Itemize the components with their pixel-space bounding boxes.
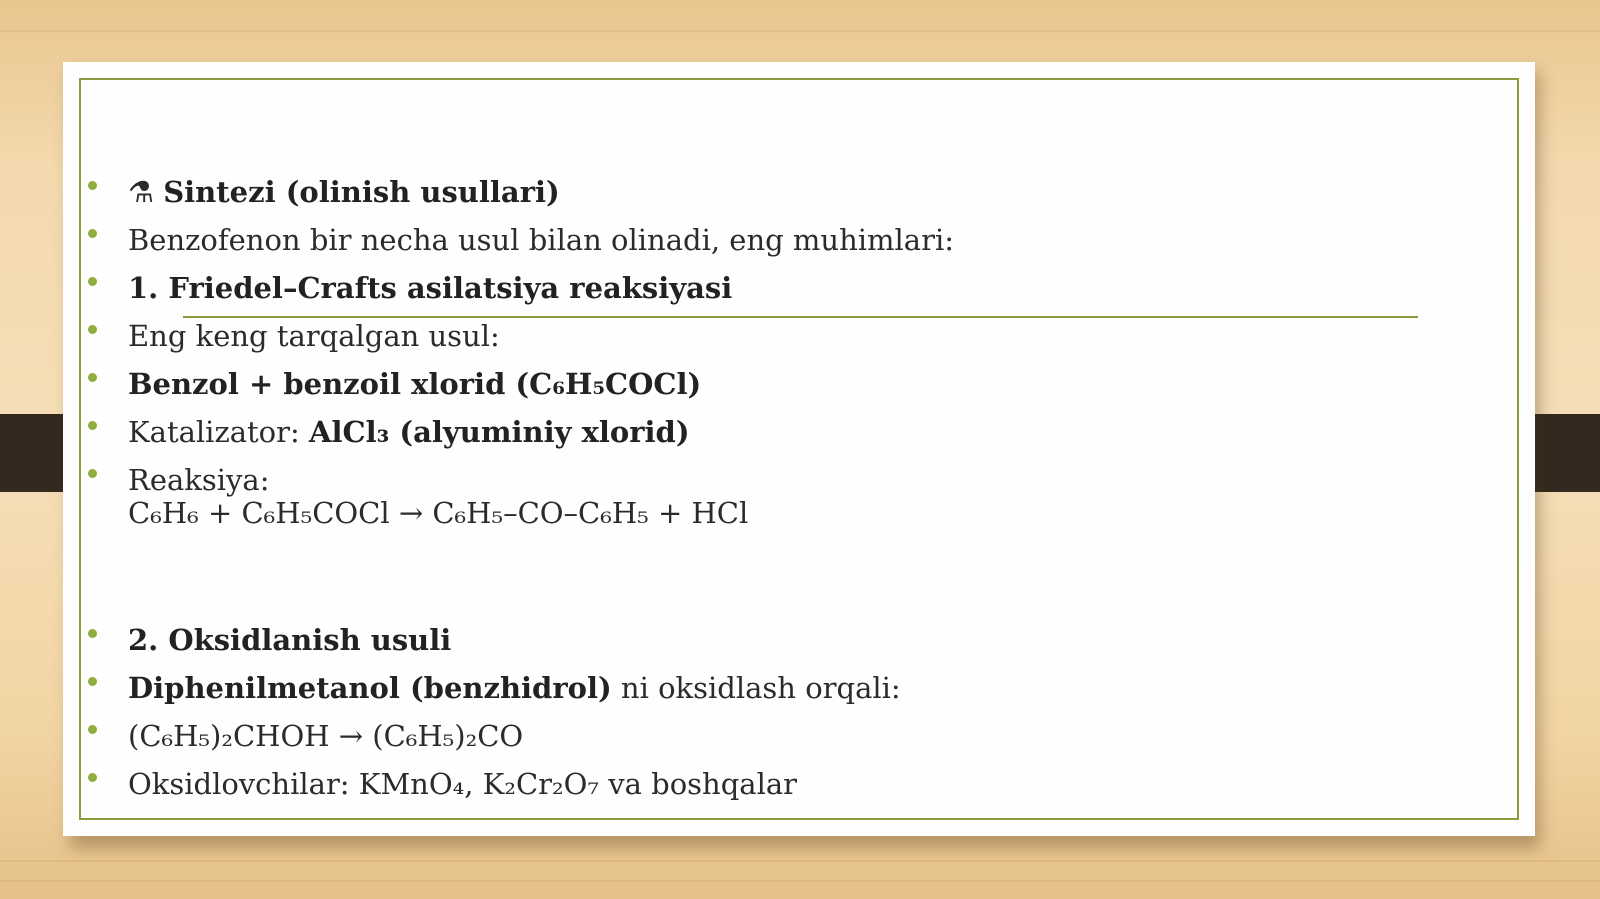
- heading-underline: [183, 316, 1418, 318]
- method-2-heading: 2. Oksidlanish usuli: [128, 623, 452, 657]
- bullet-dot: [88, 277, 97, 286]
- bullet-dot: [88, 229, 97, 238]
- catalyst-label: Katalizator:: [128, 415, 309, 449]
- catalyst-value: AlCl₃ (alyuminiy xlorid): [308, 415, 690, 449]
- bullet-dot: [88, 373, 97, 382]
- bullet-dot: [88, 181, 97, 190]
- bullet-text: Eng keng tarqalgan usul:: [128, 319, 500, 353]
- reaction-label: Reaksiya:: [128, 463, 270, 497]
- bullet-text: Benzofenon bir necha usul bilan olinadi, eng muhimlari:: [128, 223, 955, 257]
- bullet-dot: [88, 773, 97, 782]
- bullet-dot: [88, 325, 97, 334]
- bullet-icon-text: ⚗: [128, 175, 164, 209]
- bullet-dot: [88, 421, 97, 430]
- section-title: Sintezi (olinish usullari): [163, 175, 560, 209]
- oxidizers-text: Oksidlovchilar: KMnO₄, K₂Cr₂O₇ va boshqalar: [128, 767, 798, 801]
- bullet-dot: [88, 677, 97, 686]
- bullet-dot: [88, 469, 97, 478]
- reagent-name: Diphenilmetanol (benzhidrol): [128, 671, 612, 705]
- method-1-heading: 1. Friedel–Crafts asilatsiya reaksiyasi: [128, 271, 733, 305]
- bullet-text: ni oksidlash orqali:: [611, 671, 901, 705]
- reaction-equation-text: C₆H₆ + C₆H₅COCl → C₆H₅–CO–C₆H₅ + HCl: [128, 496, 749, 530]
- oxidation-equation: (C₆H₅)₂CHOH → (C₆H₅)₂CO: [128, 719, 524, 753]
- reactants-text: Benzol + benzoil xlorid (C₆H₅COCl): [128, 367, 702, 401]
- bullet-dot: [88, 629, 97, 638]
- bullet-dot: [88, 725, 97, 734]
